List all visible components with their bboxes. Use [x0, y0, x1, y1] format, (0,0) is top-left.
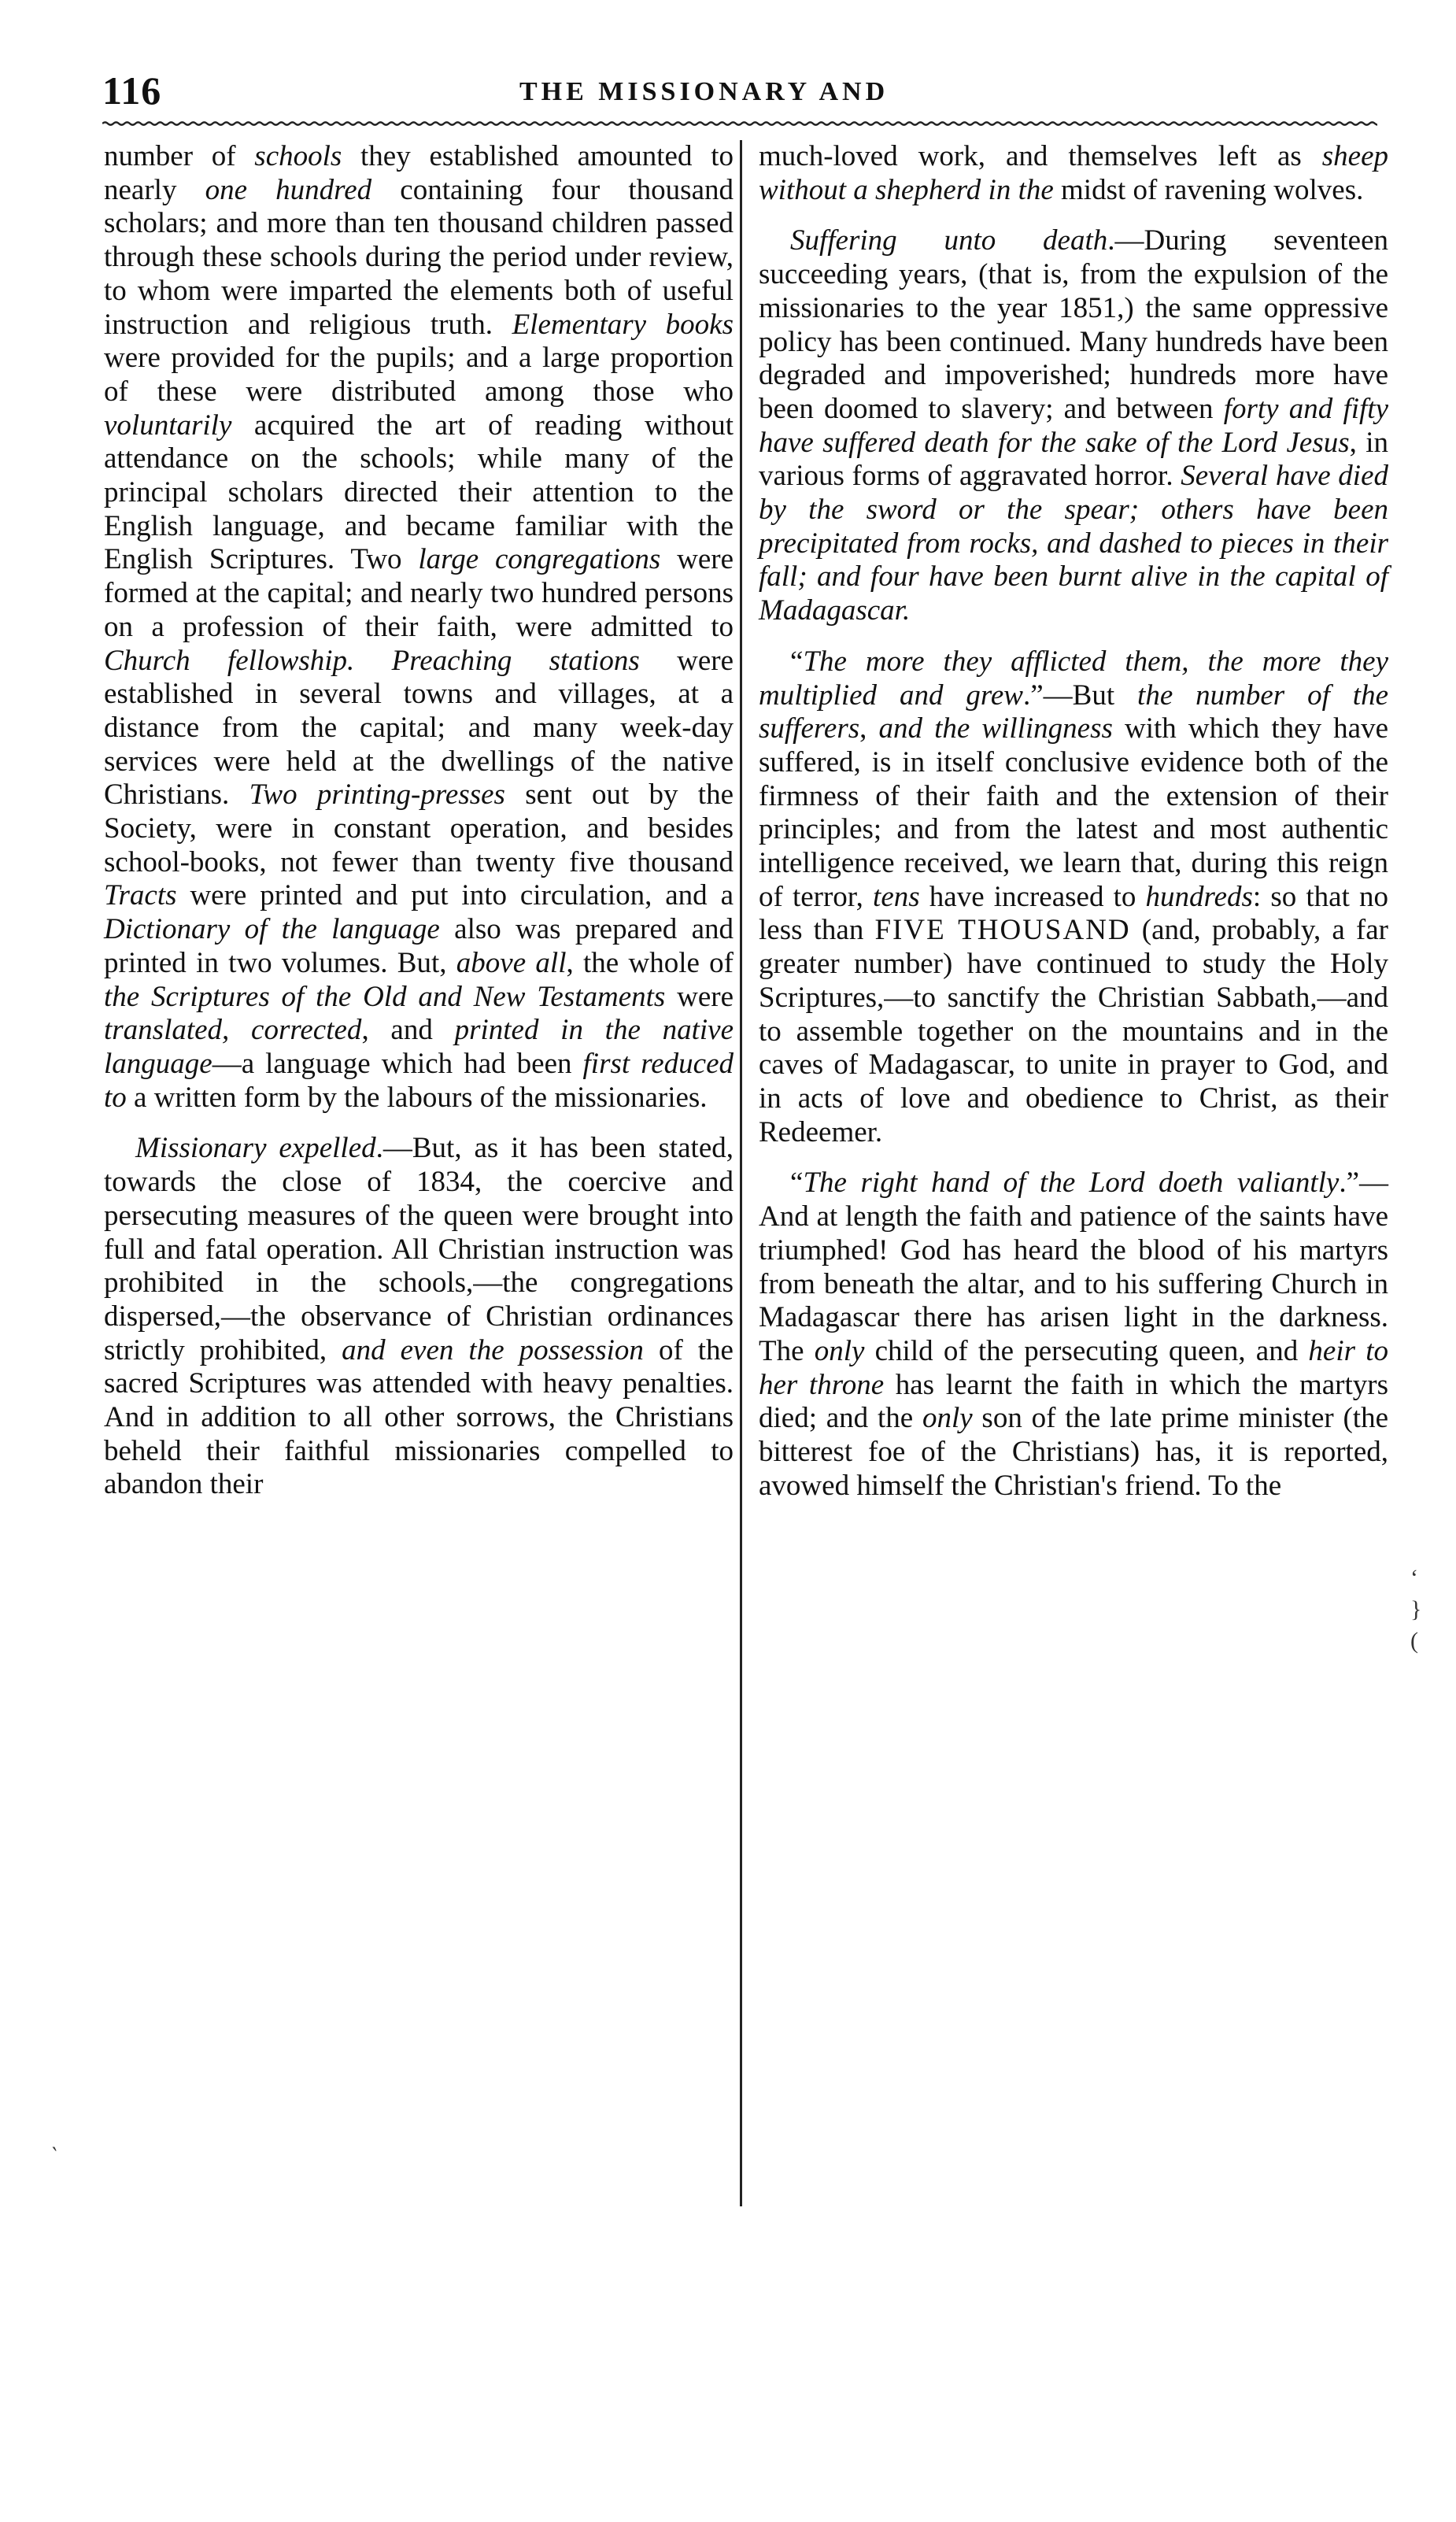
- text-run: , and: [361, 1014, 455, 1047]
- italic-run: translated, corrected: [104, 1014, 362, 1047]
- text-run: midst of ravening wolves.: [1053, 173, 1364, 206]
- italic-run: schools: [254, 140, 342, 172]
- italic-run: hundreds: [1145, 880, 1253, 913]
- paragraph-missionary-expelled: [104, 1132, 734, 1502]
- italic-run: The right hand of the Lord doeth valiantly: [803, 1167, 1340, 1200]
- italic-run: The more they afflicted them, the more they multiplied and grew: [759, 645, 1388, 712]
- page-header: [102, 68, 1377, 115]
- italic-run: sheep without a shepherd in the: [759, 140, 1388, 206]
- italic-run: Two printing-presses: [249, 778, 505, 812]
- italic-run: voluntarily: [104, 409, 232, 442]
- text-run: , in various forms of aggravated horror.: [759, 426, 1388, 493]
- paragraph-suffering-unto-death: [759, 224, 1388, 627]
- text-run: number of: [104, 140, 255, 172]
- italic-run: Elementary books: [512, 308, 734, 341]
- italic-run: and even the possession: [342, 1333, 644, 1366]
- paragraph-right-hand-of-lord: [759, 1167, 1388, 1503]
- text-run: “: [790, 645, 804, 678]
- italic-run: forty and fifty have suffered death for the sake of the Lord Jesus: [759, 392, 1388, 459]
- header-wavy-rule: [102, 118, 1377, 129]
- italic-run: heir to her throne: [759, 1334, 1388, 1401]
- text-run: of the sacred Scriptures was attended with heavy penalties. And in addition to all other sorrows, the Christians beheld their faithful missionaries compelled to abandon their: [104, 1333, 734, 1501]
- italic-run: Tracts: [104, 879, 177, 912]
- text-run: .—During seventeen succeeding years, (that is, from the expulsion of the missionaries to the year 1851,) the same oppressive policy has been continued. Many hundreds have been degraded and impoverished; hundreds more have been doomed to slavery; and between: [759, 224, 1388, 425]
- italic-run: Several have died by the sword or the spear; others have been precipitated from rocks, and dashed to pieces in their fall; and four have been burnt alive in the capital of Madagascar.: [759, 460, 1389, 627]
- paragraph-schools: [104, 140, 734, 1115]
- italic-run: Suffering unto death: [790, 224, 1108, 257]
- text-run: a written form by the labours of the missionaries.: [126, 1081, 708, 1114]
- italic-run: large congregations: [418, 543, 661, 576]
- text-run: (and, probably, a far greater number) have continued to study the Holy Scriptures,—to sanctify the Christian Sabbath,—and to assemble together on the mountains and in the caves of Madagascar, to unite in prayer to God, and in acts of love and obedience to Christ, as their Redeemer.: [759, 914, 1388, 1148]
- text-run: were provided for the pupils; and a large proportion of these were distributed among those who: [104, 342, 734, 408]
- column-divider: [740, 140, 742, 2206]
- text-run: .”—And at length the faith and patience of the saints have triumphed! God has heard the blood of his martyrs from beneath the altar, and to his suffering Church in Madagascar there has arisen light in the darkness. The: [759, 1167, 1388, 1367]
- italic-run: Missionary expelled: [135, 1132, 376, 1165]
- text-run: with which they have suffered, is in itself conclusive evidence both of the firmness of their faith and the extension of their principles; and from the latest and most authentic intelligence received, we learn that, during this reign of terror,: [759, 712, 1388, 913]
- italic-run: Church fellowship. Preaching stations: [104, 644, 640, 677]
- text-run: “: [790, 1167, 804, 1200]
- italic-run: the Scriptures of the Old and New Testaments: [104, 980, 666, 1013]
- italic-run: the number of the sufferers: [759, 679, 1388, 745]
- italic-run: Dictionary of the language: [104, 913, 440, 946]
- running-title: THE MISSIONARY AND: [519, 77, 889, 106]
- italic-run: one hundred: [205, 173, 372, 206]
- italic-run: printed in the native language: [104, 1014, 734, 1080]
- text-run: acquired the art of reading without attendance on the schools; while many of the principal scholars directed their attention to the English language, and became familiar with the English Scriptures. Two: [104, 409, 734, 576]
- text-run: were printed and put into circulation, and a: [176, 879, 734, 912]
- text-run: also was prepared and printed in two volumes. But,: [104, 913, 734, 979]
- text-run: .—But, as it has been stated, towards the close of 1834, the coercive and persecuting measures of the queen were brought into full and fatal operation. All Christian instruction was prohibited in the schools,—the congregations dispersed,—the observance of Christian ordinances strictly prohibited,: [104, 1132, 734, 1366]
- text-run: son of the late prime minister (the bitterest foe of the Christians) has, it is reported, avowed himself the Christian's friend. To the: [759, 1402, 1388, 1502]
- italic-run: first reduced to: [104, 1047, 734, 1114]
- page-number: 116: [102, 68, 162, 113]
- text-run: were: [665, 980, 734, 1013]
- right-column: [759, 140, 1388, 1520]
- text-run: containing four thousand scholars; and more than ten thousand children passed through these schools during the period under review, to whom were imparted the elements both of useful instruction and religious truth.: [104, 173, 734, 341]
- text-run: has learnt the faith in which the martyrs died; and the: [759, 1368, 1388, 1435]
- italic-run: above all: [456, 946, 567, 979]
- text-run: ,: [859, 712, 879, 745]
- text-run: have increased to: [919, 880, 1146, 913]
- left-column: [104, 140, 734, 1519]
- margin-mark-left: ‵: [52, 2144, 57, 2169]
- text-run: were formed at the capital; and nearly two hundred persons on a profession of their faith, were admitted to: [104, 543, 734, 643]
- text-run: sent out by the Society, were in constant operation, and besides school-books, not fewer than twenty five thousand: [104, 778, 734, 878]
- small-caps-run: FIVE THOUSAND: [874, 914, 1131, 947]
- italic-run: tens: [873, 880, 920, 913]
- text-run: child of the persecuting queen, and: [864, 1334, 1309, 1367]
- text-run: , the whole of: [566, 946, 734, 979]
- text-run: .”—But: [1023, 679, 1138, 712]
- paragraph-continuation: [759, 140, 1388, 207]
- paragraph-more-they-afflicted: [759, 645, 1388, 1150]
- italic-run: and the willingness: [878, 712, 1113, 745]
- text-run: much-loved work, and themselves left as: [759, 140, 1322, 172]
- text-run: they established amounted to nearly: [104, 140, 734, 206]
- italic-run: only: [922, 1402, 973, 1435]
- margin-marks-right: ‘ } (: [1410, 1565, 1422, 1654]
- text-run: were established in several towns and villages, at a distance from the capital; and many week-day services were held at the dwellings of the native Christians.: [104, 644, 734, 812]
- text-run: —a language which had been: [212, 1047, 583, 1080]
- italic-run: only: [814, 1334, 865, 1367]
- text-run: : so that no less than: [759, 880, 1388, 947]
